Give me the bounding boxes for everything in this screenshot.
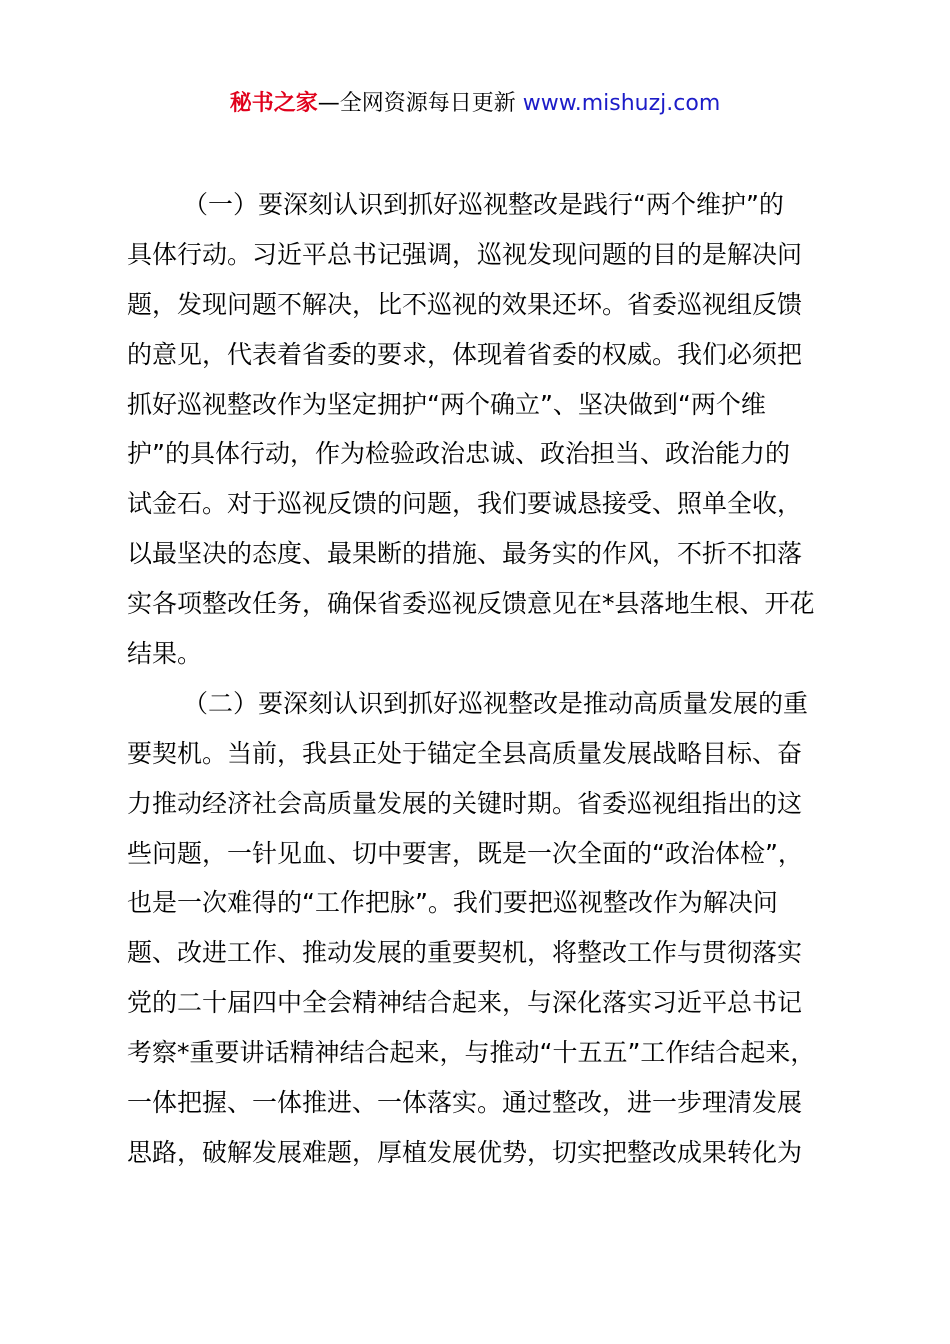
text-line: 些问题，一针见血、切中要害，既是一次全面的“政治体检”， xyxy=(127,838,803,868)
text-line: 实各项整改任务，确保省委巡视反馈意见在*县落地生根、开花 xyxy=(127,589,815,619)
document-body xyxy=(127,180,833,1178)
text-line: 一体把握、一体推进、一体落实。通过整改，进一步理清发展 xyxy=(127,1088,803,1118)
text-line: 题、改进工作、推动发展的重要契机，将整改工作与贯彻落实 xyxy=(127,938,803,968)
text-line: 考察*重要讲话精神结合起来，与推动“十五五”工作结合起来， xyxy=(127,1038,816,1068)
text-line: 也是一次难得的“工作把脉”。我们要把巡视整改作为解决问 xyxy=(127,888,778,918)
page-header xyxy=(0,88,950,120)
text-line: 具体行动。习近平总书记强调，巡视发现问题的目的是解决问 xyxy=(127,239,803,269)
text-line: 题，发现问题不解决，比不巡视的效果还坏。省委巡视组反馈 xyxy=(127,289,803,319)
text-line: 以最坚决的态度、最果断的措施、最务实的作风，不折不扣落 xyxy=(127,539,803,569)
text-line: 思路，破解发展难题，厚植发展优势，切实把整改成果转化为 xyxy=(127,1137,803,1167)
text-line: （二）要深刻认识到抓好巡视整改是推动高质量发展的重 xyxy=(183,688,809,718)
paragraph-2 xyxy=(127,679,833,1178)
text-line: 党的二十届四中全会精神结合起来，与深化落实习近平总书记 xyxy=(127,988,803,1018)
text-line: 的意见，代表着省委的要求，体现着省委的权威。我们必须把 xyxy=(127,339,803,369)
site-slogan: —全网资源每日更新 xyxy=(317,91,523,116)
text-line: 力推动经济社会高质量发展的关键时期。省委巡视组指出的这 xyxy=(127,788,803,818)
text-line: （一）要深刻认识到抓好巡视整改是践行“两个维护”的 xyxy=(183,190,784,219)
paragraph-1 xyxy=(127,180,833,679)
site-url-link[interactable]: www.mishuzj.com xyxy=(522,91,721,116)
text-line: 要契机。当前，我县正处于锚定全县高质量发展战略目标、奋 xyxy=(127,738,803,768)
text-line: 抓好巡视整改作为坚定拥护“两个确立”、坚决做到“两个维 xyxy=(127,389,766,419)
site-brand: 秘书之家 xyxy=(229,91,318,116)
text-line: 护”的具体行动，作为检验政治忠诚、政治担当、政治能力的 xyxy=(127,439,790,469)
text-line: 结果。 xyxy=(127,639,203,669)
text-line: 试金石。对于巡视反馈的问题，我们要诚恳接受、照单全收， xyxy=(127,489,803,519)
